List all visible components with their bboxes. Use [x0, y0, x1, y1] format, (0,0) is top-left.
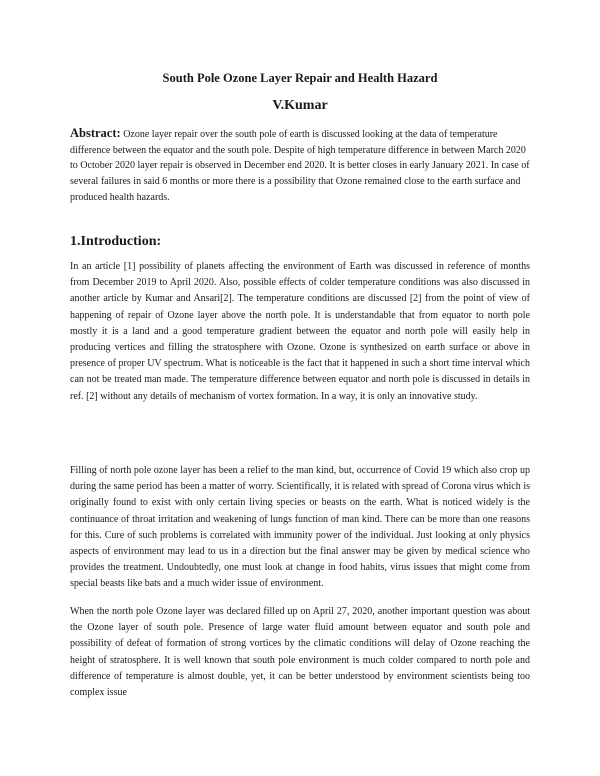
introduction-paragraph-3: When the north pole Ozone layer was declared filled up on April 27, 2020, another important question was about the Ozone layer of south pole. Presence of large water fluid amount between equator and south pole and possibility of defeat of formation of strong vortices by the climatic conditions will delay of Ozone reaching the height of stratosphere. It is well known that south pole environment is much colder compared to north pole and difference of temperature is almost double, yet, it can be better understood by environment scientists being too complex issue: [70, 606, 530, 699]
paper-title: South Pole Ozone Layer Repair and Health Hazard: [162, 71, 438, 85]
abstract-text: Ozone layer repair over the south pole of earth is discussed looking at the data of temperature difference between the equator and the south pole. Despite of high temperature difference in between March 2020 to October 2020 layer repair is observed in December end 2020. It is better closes in early January 2021. In case of several failures in said 6 months or more there is a possibility that Ozone remained close to the earth surface and produced health hazards.: [70, 129, 530, 203]
introduction-paragraph-1: In an article [1] possibility of planets affecting the environment of Earth was discussed in reference of months from December 2019 to April 2020. Also, possible effects of colder temperature conditions was also discussed in another article by Kumar and Ansari[2]. The temperature conditions are discussed [2] from the point of view of happening of repair of Ozone layer above the north pole. It is understandable that from equator to north pole mostly it is a land and a good temperature gradient between the equator and north pole will easily help in producing vertices and filling the stratosphere with Ozone. Ozone is synthesized on earth surface or above in presence of proper UV spectrum. What is noticeable is the fact that it happened in such a short time interval which can not be treated man made. The temperature difference between equator and north pole is discussed in details in ref. [2] without any details of mechanism of vortex formation. In a way, it is only an innovative study.: [70, 261, 530, 402]
abstract-label: Abstract:: [70, 126, 121, 140]
abstract-block: [70, 126, 530, 206]
paper-author: V.Kumar: [272, 98, 328, 113]
introduction-paragraph-2: Filling of north pole ozone layer has been a relief to the man kind, but, occurrence of Covid 19 which also crop up during the same period has been a matter of worry. Scientifically, it is related with spread of Corona virus which is originally found to exist with only certain living species or beasts on the earth. What is noticed widely is the continuance of throat irritation and weakening of lungs function of man kind. There can be more than one reasons for this. Cure of such problems is correlated with immunity power of the individual. Just looking at only physics aspects of environment may lead to us in a direction but the final answer may be given by medical science who provides the treatment. Undoubtedly, one must look at change in food habits, virus issues that might come from special beasts like bats and a much wider issue of environment.: [70, 465, 530, 590]
section-heading-introduction: 1.Introduction:: [70, 234, 162, 249]
